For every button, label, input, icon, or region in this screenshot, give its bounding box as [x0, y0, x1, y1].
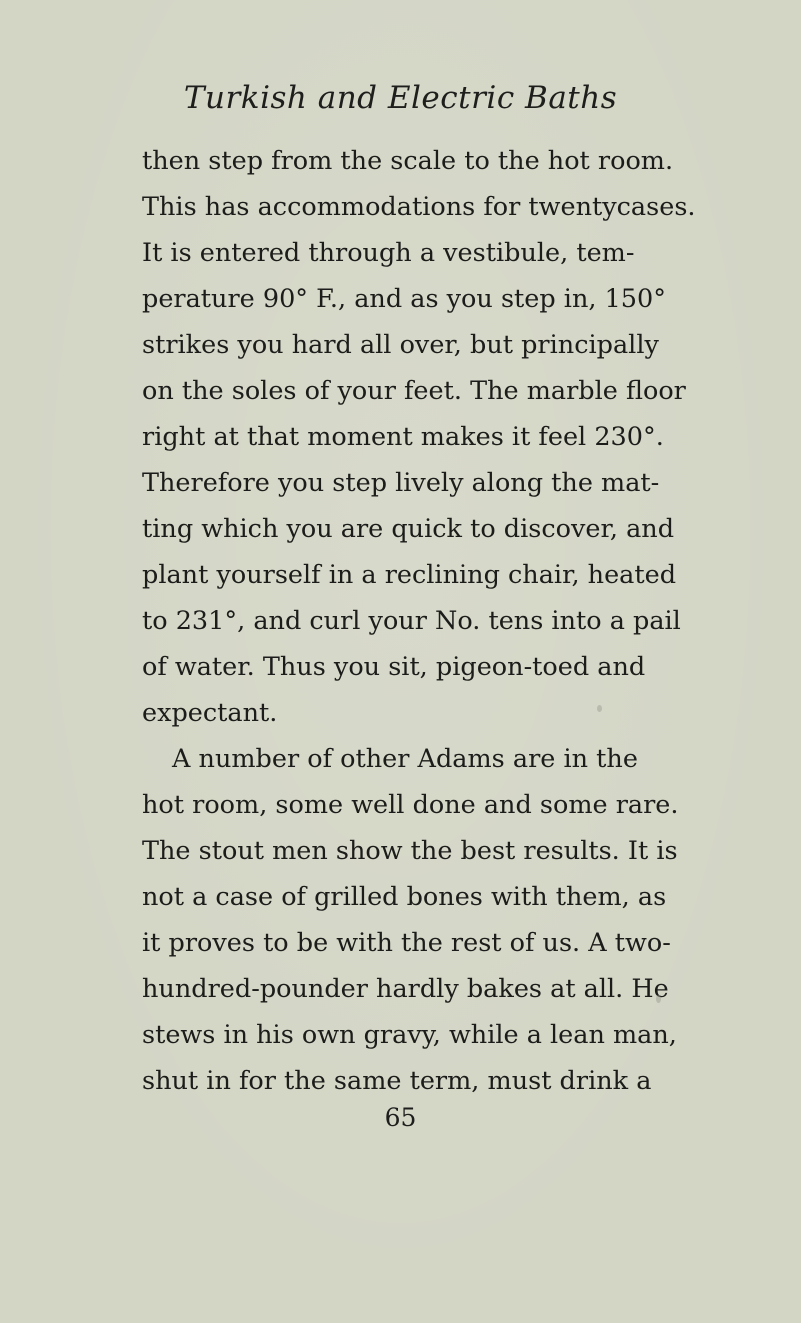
- text-line: hot room, some well done and some rare.: [142, 790, 679, 820]
- text-line: not a case of grilled bones with them, as: [142, 882, 667, 912]
- running-head: Turkish and Electric Baths: [183, 80, 618, 116]
- text-line: shut in for the same term, must drink a: [142, 1066, 652, 1096]
- page-number: 65: [384, 1103, 417, 1132]
- text-line: right at that moment makes it feel 230°.: [142, 422, 664, 452]
- text-line: ting which you are quick to discover, and: [142, 514, 675, 544]
- text-line: hundred-pounder hardly bakes at all. He: [142, 974, 669, 1004]
- text-line: stews in his own gravy, while a lean man,: [142, 1020, 677, 1050]
- text-line: plant yourself in a reclining chair, heated: [142, 560, 677, 590]
- text-line: perature 90° F., and as you step in, 150°: [142, 284, 667, 314]
- text-line: Therefore you step lively along the mat-: [142, 468, 660, 498]
- text-line: The stout men show the best results. It is: [142, 836, 678, 866]
- text-line: It is entered through a vestibule, tem-: [142, 238, 635, 268]
- text-line: then step from the scale to the hot room.: [142, 146, 674, 176]
- text-line: of water. Thus you sit, pigeon-toed and: [142, 652, 646, 682]
- text-line: This has accommodations for twentycases.: [142, 192, 696, 222]
- text-line: A number of other Adams are in the: [172, 744, 638, 774]
- paper-speck: [656, 995, 661, 1003]
- text-line: expectant.: [142, 698, 278, 728]
- text-line: strikes you hard all over, but principally: [142, 330, 659, 360]
- text-line: it proves to be with the rest of us. A two-: [142, 928, 671, 958]
- text-line: to 231°, and curl your No. tens into a pail: [142, 606, 681, 636]
- paper-speck: [597, 705, 602, 712]
- text-line: on the soles of your feet. The marble floor: [142, 376, 686, 406]
